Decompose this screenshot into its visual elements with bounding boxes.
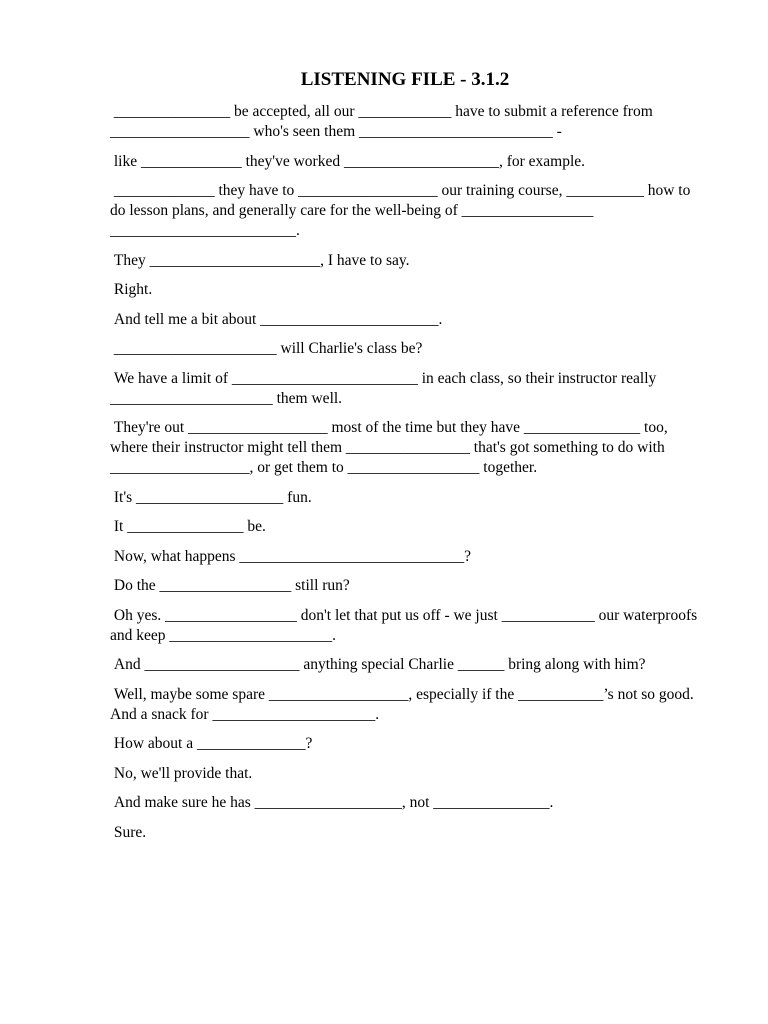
paragraph: Do the _________________ still run? xyxy=(110,577,350,594)
paragraph: _____________________ will Charlie's class be? xyxy=(110,340,423,357)
paragraph: We have a limit of ________________________ in each class, so their instructor really _____________________ them well. xyxy=(110,369,661,407)
paragraph: And make sure he has ___________________, not _______________. xyxy=(110,794,554,811)
paragraph: They ______________________, I have to say. xyxy=(110,251,410,269)
paragraph: Right. xyxy=(110,281,153,298)
paragraph: It _______________ be. xyxy=(110,518,266,535)
paragraph: It's ___________________ fun. xyxy=(110,488,312,506)
document-body xyxy=(110,102,700,843)
paragraph: _____________ they have to __________________ our training course, __________ how to do lesson plans, and generally care for the well-being of _________________ ________________________. xyxy=(110,182,695,239)
paragraph: like _____________ they've worked ____________________, for example. xyxy=(110,152,586,170)
document-title: LISTENING FILE - 3.1.2 xyxy=(300,69,510,90)
paragraph: And tell me a bit about _______________________. xyxy=(110,310,443,328)
paragraph: How about a ______________? xyxy=(110,735,313,752)
paragraph: Sure. xyxy=(110,823,147,841)
paragraph: Now, what happens _____________________________? xyxy=(110,547,472,565)
paragraph: No, we'll provide that. xyxy=(110,764,253,782)
paragraph: Well, maybe some spare __________________, especially if the ___________’s not so good. And a snack for _____________________. xyxy=(110,685,697,723)
paragraph: And ____________________ anything special Charlie ______ bring along with him? xyxy=(110,656,646,673)
document-page xyxy=(110,66,700,852)
paragraph: Oh yes. _________________ don't let that put us off - we just ____________ our waterproofs and keep _____________________. xyxy=(110,606,702,644)
paragraph: They're out __________________ most of the time but they have _______________ too, where their instructor might tell them ________________ that's got something to do with __________________, or get them to _________________ together. xyxy=(110,419,672,476)
paragraph: _______________ be accepted, all our ____________ have to submit a reference from __________________ who's seen them _________________________ - xyxy=(110,103,657,140)
